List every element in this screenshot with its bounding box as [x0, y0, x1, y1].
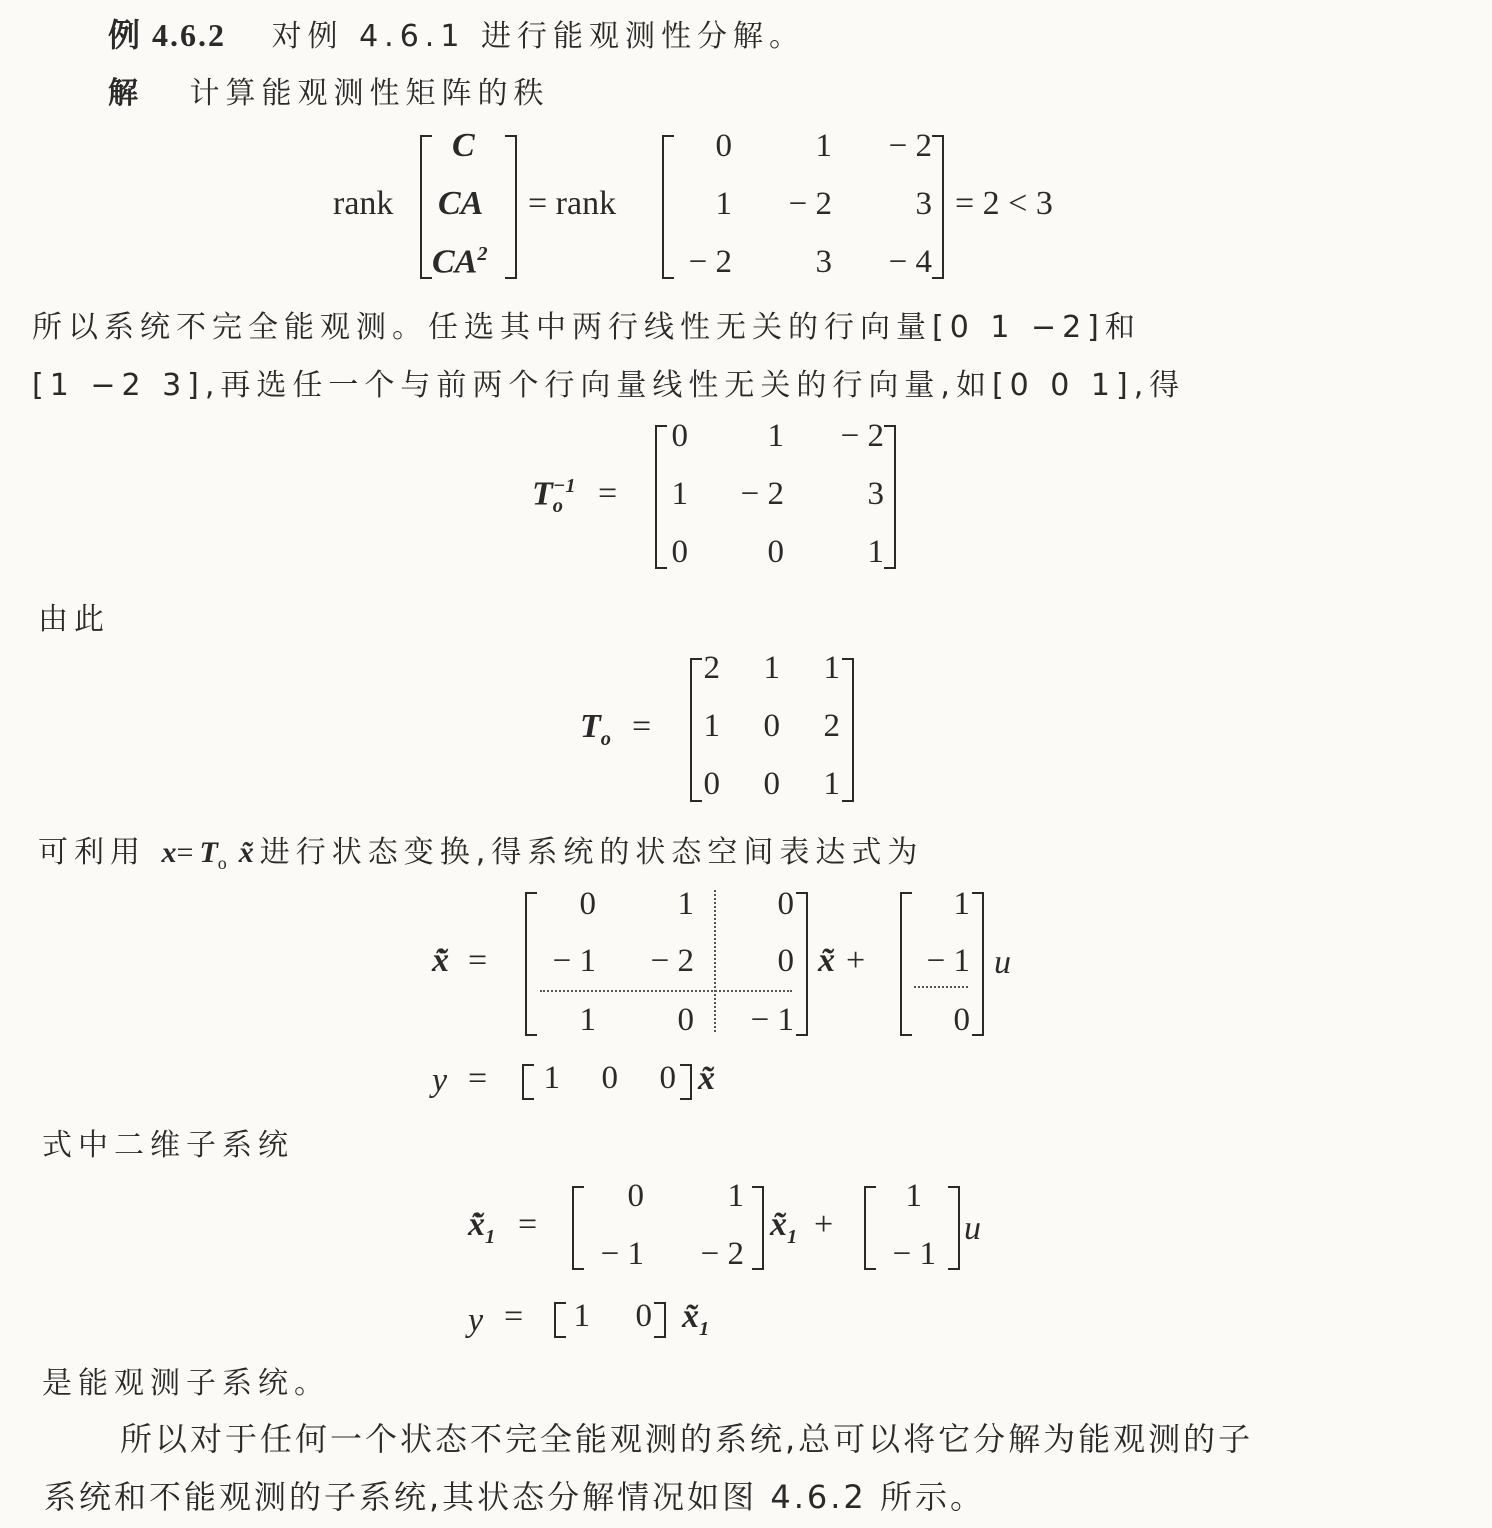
m-2-1: 3	[815, 244, 832, 280]
t-inv-lhs	[532, 475, 576, 518]
x-tilde: x̃	[770, 1206, 787, 1243]
paragraph-line: 所以系统不完全能观测。任选其中两行线性无关的行向量[0 1 −2]和	[32, 310, 1141, 345]
a-1-1: − 2	[650, 943, 694, 979]
c1-1: 0	[635, 1298, 652, 1334]
a-2-2: − 1	[750, 1002, 794, 1038]
left-bracket	[420, 135, 432, 279]
sub-1: 1	[699, 1317, 710, 1340]
m-0-1: 1	[815, 128, 832, 164]
ti-2-0: 0	[671, 534, 688, 570]
x-tilde-dot: x̃̇	[432, 942, 449, 979]
t-lhs	[580, 708, 611, 751]
x-tilde: x̃	[238, 836, 260, 869]
row-ca2-base: CA	[432, 243, 478, 281]
b-2: 0	[953, 1002, 970, 1038]
c1-0: 1	[573, 1298, 590, 1334]
a-0-1: 1	[677, 886, 694, 922]
x-tilde-dot: x̃̇	[468, 1206, 485, 1243]
t-2-2: 1	[823, 766, 840, 802]
subsystem-intro: 式中二维子系统	[42, 1128, 294, 1163]
b1-0: 1	[905, 1178, 922, 1214]
final-paragraph-line: 所以对于任何一个状态不完全能观测的系统,总可以将它分解为能观测的子	[120, 1420, 1254, 1458]
x1-tilde	[682, 1298, 709, 1341]
ti-0-2: − 2	[840, 418, 884, 454]
m-2-2: − 4	[888, 244, 932, 280]
t-sub: o	[600, 727, 611, 750]
equals: =	[468, 1060, 488, 1097]
m-0-0: 0	[715, 128, 732, 164]
sub-1: 1	[485, 1225, 496, 1248]
equals: =	[518, 1206, 538, 1243]
sub-1: 1	[787, 1225, 798, 1248]
row-ca: CA	[438, 185, 484, 222]
hence-text: 由此	[38, 602, 110, 637]
t-sub: o	[552, 495, 563, 518]
subsystem-conclusion: 是能观测子系统。	[42, 1366, 330, 1401]
ti-2-1: 0	[767, 534, 784, 570]
example-label: 例 4.6.2	[108, 17, 227, 53]
ti-0-0: 0	[671, 418, 688, 454]
u-symbol: u	[994, 944, 1011, 981]
m-0-2: − 2	[888, 128, 932, 164]
c-2: 0	[659, 1060, 676, 1096]
equals: =	[468, 942, 488, 979]
row-ca2-sup: 2	[477, 243, 488, 265]
right-bracket	[948, 1186, 960, 1270]
b1-1: − 1	[892, 1236, 936, 1272]
c-0: 1	[543, 1060, 560, 1096]
text: 进行状态变换,得系统的状态空间表达式为	[259, 835, 924, 870]
x-tilde: x̃	[698, 1060, 715, 1097]
a1-0-1: 1	[727, 1178, 744, 1214]
left-bracket	[572, 1186, 584, 1270]
plus: +	[814, 1206, 834, 1243]
rank-word: rank	[333, 185, 394, 222]
t-1-2: 2	[823, 708, 840, 744]
b-1: − 1	[926, 943, 970, 979]
t-1-0: 1	[703, 708, 720, 744]
equals: =	[504, 1298, 524, 1335]
partition-line	[714, 890, 716, 1032]
text: 可利用	[38, 835, 162, 870]
m-2-0: − 2	[688, 244, 732, 280]
a1-0-0: 0	[627, 1178, 644, 1214]
t-sub: o	[217, 853, 233, 873]
right-bracket	[680, 1064, 692, 1100]
t-sup: −1	[552, 475, 576, 497]
ti-1-1: − 2	[740, 476, 784, 512]
t-symbol: T	[199, 836, 218, 869]
b-0: 1	[953, 886, 970, 922]
right-bracket	[752, 1186, 764, 1270]
paragraph-line: [1 −2 3],再选任一个与前两个行向量线性无关的行向量,如[0 0 1],得	[32, 368, 1186, 403]
ti-0-1: 1	[767, 418, 784, 454]
a-1-2: 0	[777, 943, 794, 979]
example-title: 对例 4.6.1 进行能观测性分解。	[271, 19, 805, 54]
t-0-0: 2	[703, 650, 720, 686]
x-symbol: x	[161, 836, 177, 869]
t-1-1: 0	[763, 708, 780, 744]
right-bracket	[884, 425, 896, 569]
a1-1-0: − 1	[600, 1236, 644, 1272]
row-ca2	[432, 243, 488, 281]
right-bracket	[842, 658, 854, 802]
equals: =	[176, 836, 200, 869]
a-1-0: − 1	[552, 943, 596, 979]
partition-line	[914, 986, 968, 988]
x-tilde: x̃	[818, 942, 835, 979]
t-symbol: T	[532, 475, 553, 513]
u-symbol: u	[964, 1210, 981, 1247]
a1-1-1: − 2	[700, 1236, 744, 1272]
equals: =	[598, 475, 618, 512]
m-1-1: − 2	[788, 186, 832, 222]
solution-label: 解	[108, 76, 144, 111]
ti-2-2: 1	[867, 534, 884, 570]
m-1-2: 3	[915, 186, 932, 222]
t-0-2: 1	[823, 650, 840, 686]
right-bracket	[932, 135, 944, 279]
transform-text	[38, 827, 923, 874]
right-bracket	[654, 1302, 666, 1338]
x1-tilde	[770, 1206, 797, 1249]
a-0-2: 0	[777, 886, 794, 922]
right-bracket	[972, 892, 984, 1036]
plus: +	[846, 942, 866, 979]
a-2-0: 1	[579, 1002, 596, 1038]
y-symbol: y	[432, 1062, 448, 1099]
ti-1-0: 1	[671, 476, 688, 512]
solution-line	[108, 68, 550, 112]
a-0-0: 0	[579, 886, 596, 922]
partition-line	[540, 990, 792, 992]
y-symbol: y	[468, 1302, 484, 1339]
example-heading	[108, 10, 805, 56]
x1-tilde-dot	[468, 1206, 495, 1249]
x-tilde: x̃	[682, 1298, 699, 1335]
rank-result: = 2 < 3	[955, 185, 1053, 222]
m-1-0: 1	[715, 186, 732, 222]
right-bracket	[505, 135, 517, 279]
t-0-1: 1	[763, 650, 780, 686]
t-2-0: 0	[703, 766, 720, 802]
equals: =	[632, 708, 652, 745]
right-bracket	[796, 892, 808, 1036]
a-2-1: 0	[677, 1002, 694, 1038]
ti-1-2: 3	[867, 476, 884, 512]
t-symbol: T	[580, 708, 601, 745]
eq-rank: = rank	[528, 185, 617, 222]
row-c: C	[452, 127, 475, 164]
final-paragraph-line: 系统和不能观测的子系统,其状态分解情况如图 4.6.2 所示。	[44, 1478, 985, 1516]
solution-intro: 计算能观测性矩阵的秩	[189, 76, 550, 111]
c-1: 0	[601, 1060, 618, 1096]
t-2-1: 0	[763, 766, 780, 802]
